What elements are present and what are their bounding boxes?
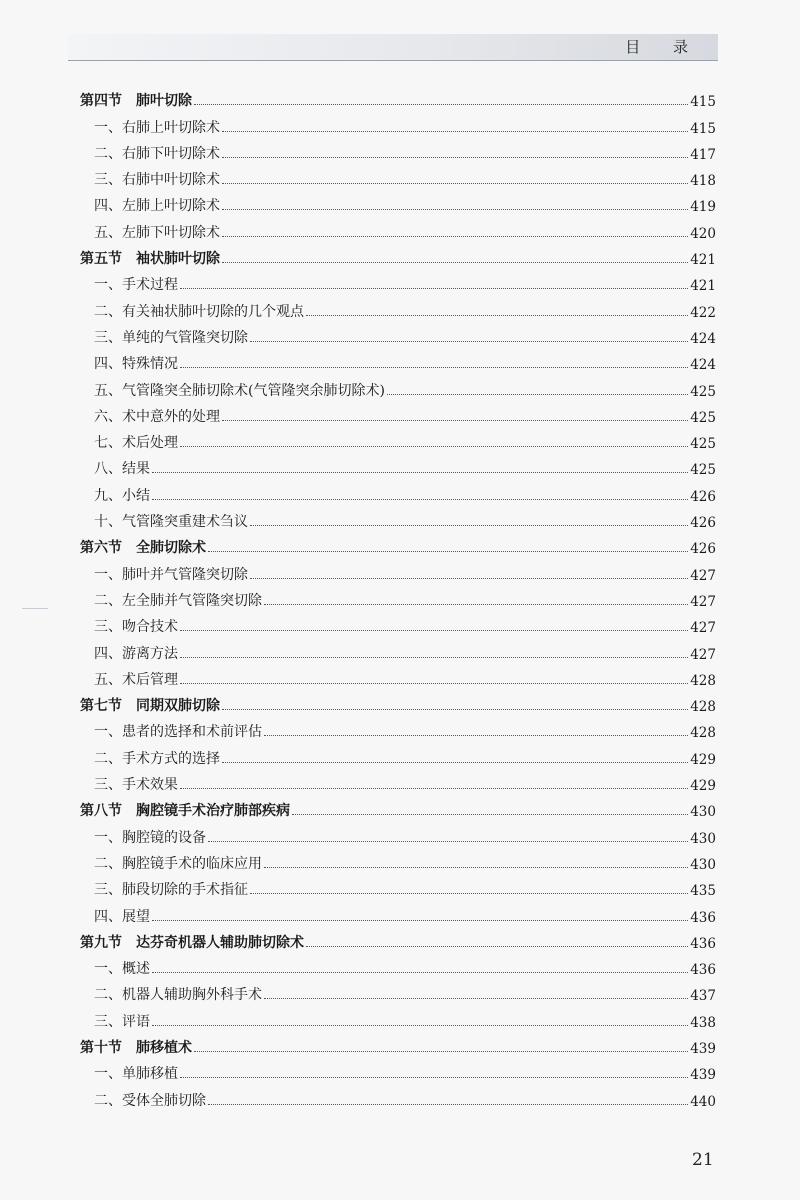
toc-entry-page: 439 bbox=[690, 1040, 716, 1057]
toc-item-row[interactable] bbox=[76, 820, 716, 846]
toc-entry-page: 417 bbox=[690, 146, 716, 163]
toc-entry-page: 421 bbox=[690, 278, 716, 295]
toc-item-row[interactable] bbox=[76, 1004, 716, 1030]
toc-entry-page: 429 bbox=[690, 751, 716, 768]
toc-entry-page: 430 bbox=[690, 804, 716, 821]
toc-entry-page: 436 bbox=[690, 962, 716, 979]
toc-entry-page: 426 bbox=[690, 541, 716, 558]
toc-entry-page: 424 bbox=[690, 330, 716, 347]
margin-mark bbox=[22, 608, 48, 609]
toc-entry-page: 420 bbox=[690, 225, 716, 242]
dot-leader bbox=[222, 157, 688, 158]
toc-item-row[interactable] bbox=[76, 294, 716, 320]
toc-item-row[interactable] bbox=[76, 478, 716, 504]
toc-section-row[interactable] bbox=[76, 242, 716, 268]
dot-leader bbox=[222, 131, 688, 132]
toc-entry-page: 427 bbox=[690, 593, 716, 610]
dot-leader bbox=[194, 1051, 688, 1052]
toc-entry-page: 415 bbox=[690, 94, 716, 111]
dot-leader bbox=[222, 762, 688, 763]
toc-entry-page: 430 bbox=[690, 830, 716, 847]
toc-item-row[interactable] bbox=[76, 321, 716, 347]
dot-leader bbox=[208, 1104, 688, 1105]
toc-entry-page: 430 bbox=[690, 856, 716, 873]
toc-entry-title: 一、肺叶并气管隆突切除 bbox=[94, 566, 248, 583]
toc-entry-page: 426 bbox=[690, 488, 716, 505]
toc-item-row[interactable] bbox=[76, 452, 716, 478]
toc-entry-page: 427 bbox=[690, 646, 716, 663]
dot-leader bbox=[264, 735, 688, 736]
dot-leader bbox=[152, 1025, 688, 1026]
toc-entry-title: 五、术后管理 bbox=[94, 671, 178, 688]
toc-entry-title: 三、肺段切除的手术指征 bbox=[94, 882, 248, 899]
toc-entry-title: 八、结果 bbox=[94, 461, 150, 478]
toc-entry-page: 439 bbox=[690, 1067, 716, 1084]
toc-entry-title: 一、概述 bbox=[94, 961, 150, 978]
dot-leader bbox=[152, 472, 688, 473]
toc-entry-title: 九、小结 bbox=[94, 487, 150, 504]
dot-leader bbox=[222, 420, 688, 421]
toc-item-row[interactable] bbox=[76, 584, 716, 610]
toc-section-row[interactable] bbox=[76, 794, 716, 820]
toc-entry-title: 十、气管隆突重建术刍议 bbox=[94, 514, 248, 531]
toc-item-row[interactable] bbox=[76, 636, 716, 662]
dot-leader bbox=[180, 367, 688, 368]
toc-entry-title: 一、单肺移植 bbox=[94, 1066, 178, 1083]
toc-entry-page: 429 bbox=[690, 778, 716, 795]
toc-item-row[interactable] bbox=[76, 899, 716, 925]
toc-entry-page: 424 bbox=[690, 357, 716, 374]
toc-entry-page: 427 bbox=[690, 567, 716, 584]
page-number: 21 bbox=[692, 1150, 714, 1170]
toc-entry-title: 四、左肺上叶切除术 bbox=[94, 198, 220, 215]
toc-entry-title: 三、右肺中叶切除术 bbox=[94, 172, 220, 189]
toc-entry-page: 425 bbox=[690, 383, 716, 400]
toc-entry-page: 425 bbox=[690, 409, 716, 426]
toc-entry-page: 435 bbox=[690, 883, 716, 900]
toc-item-row[interactable] bbox=[76, 189, 716, 215]
dot-leader bbox=[250, 578, 688, 579]
dot-leader bbox=[250, 341, 688, 342]
toc-section-row[interactable] bbox=[76, 689, 716, 715]
toc-entry-title: 第六节 全肺切除术 bbox=[80, 540, 206, 557]
toc-item-row[interactable] bbox=[76, 873, 716, 899]
toc-entry-title: 一、胸腔镜的设备 bbox=[94, 829, 206, 846]
header-rule bbox=[68, 60, 718, 61]
toc-entry-title: 五、左肺下叶切除术 bbox=[94, 224, 220, 241]
toc-entry-page: 421 bbox=[690, 252, 716, 269]
toc-item-row[interactable] bbox=[76, 1083, 716, 1109]
toc-item-row[interactable] bbox=[76, 952, 716, 978]
dot-leader bbox=[222, 183, 688, 184]
toc-item-row[interactable] bbox=[76, 505, 716, 531]
toc-entry-page: 418 bbox=[690, 173, 716, 190]
toc-entry-title: 三、吻合技术 bbox=[94, 619, 178, 636]
toc-entry-title: 第九节 达芬奇机器人辅助肺切除术 bbox=[80, 934, 304, 951]
toc-item-row[interactable] bbox=[76, 268, 716, 294]
toc-entry-title: 一、手术过程 bbox=[94, 277, 178, 294]
toc-entry-page: 415 bbox=[690, 120, 716, 137]
toc-entry-title: 三、单纯的气管隆突切除 bbox=[94, 329, 248, 346]
dot-leader bbox=[250, 525, 688, 526]
toc-entry-page: 440 bbox=[690, 1093, 716, 1110]
dot-leader bbox=[180, 1077, 688, 1078]
toc-section-row[interactable] bbox=[76, 531, 716, 557]
dot-leader bbox=[264, 604, 688, 605]
dot-leader bbox=[152, 499, 688, 500]
toc-entry-page: 428 bbox=[690, 699, 716, 716]
dot-leader bbox=[222, 709, 688, 710]
toc-entry-title: 二、受体全肺切除 bbox=[94, 1092, 206, 1109]
toc-entry-page: 427 bbox=[690, 620, 716, 637]
toc-entry-title: 二、有关袖状肺叶切除的几个观点 bbox=[94, 303, 304, 320]
dot-leader bbox=[250, 893, 688, 894]
toc-entry-title: 二、左全肺并气管隆突切除 bbox=[94, 592, 262, 609]
toc-entry-page: 436 bbox=[690, 935, 716, 952]
toc-entry-page: 428 bbox=[690, 725, 716, 742]
toc-entry-title: 三、评语 bbox=[94, 1013, 150, 1030]
toc-entry-page: 437 bbox=[690, 988, 716, 1005]
toc-entry-page: 436 bbox=[690, 909, 716, 926]
toc-item-row[interactable] bbox=[76, 557, 716, 583]
toc-item-row[interactable] bbox=[76, 137, 716, 163]
toc-entry-title: 六、术中意外的处理 bbox=[94, 408, 220, 425]
dot-leader bbox=[208, 551, 688, 552]
toc-item-row[interactable] bbox=[76, 110, 716, 136]
dot-leader bbox=[222, 262, 688, 263]
toc-entry-title: 第七节 同期双肺切除 bbox=[80, 698, 220, 715]
toc-item-row[interactable] bbox=[76, 847, 716, 873]
dot-leader bbox=[264, 867, 688, 868]
dot-leader bbox=[264, 998, 688, 999]
dot-leader bbox=[306, 946, 688, 947]
toc-section-row[interactable] bbox=[76, 1031, 716, 1057]
dot-leader bbox=[180, 630, 688, 631]
toc-entry-title: 一、右肺上叶切除术 bbox=[94, 119, 220, 136]
toc-item-row[interactable] bbox=[76, 978, 716, 1004]
toc-entry-title: 第八节 胸腔镜手术治疗肺部疾病 bbox=[80, 803, 290, 820]
toc-entry-page: 425 bbox=[690, 462, 716, 479]
toc-item-row[interactable] bbox=[76, 610, 716, 636]
toc-item-row[interactable] bbox=[76, 163, 716, 189]
toc-item-row[interactable] bbox=[76, 741, 716, 767]
dot-leader bbox=[180, 683, 688, 684]
header-band bbox=[68, 34, 718, 60]
dot-leader bbox=[208, 841, 688, 842]
dot-leader bbox=[292, 814, 688, 815]
toc-item-row[interactable] bbox=[76, 400, 716, 426]
table-of-contents bbox=[76, 84, 716, 1110]
toc-entry-title: 第五节 袖状肺叶切除 bbox=[80, 251, 220, 268]
toc-entry-title: 二、手术方式的选择 bbox=[94, 750, 220, 767]
toc-item-row[interactable] bbox=[76, 1057, 716, 1083]
toc-entry-title: 第四节 肺叶切除 bbox=[80, 93, 192, 110]
toc-entry-page: 425 bbox=[690, 436, 716, 453]
toc-entry-title: 七、术后处理 bbox=[94, 435, 178, 452]
dot-leader bbox=[306, 315, 688, 316]
dot-leader bbox=[387, 394, 688, 395]
dot-leader bbox=[222, 236, 688, 237]
toc-item-row[interactable] bbox=[76, 347, 716, 373]
toc-entry-title: 三、手术效果 bbox=[94, 777, 178, 794]
dot-leader bbox=[180, 788, 688, 789]
dot-leader bbox=[222, 209, 688, 210]
toc-item-row[interactable] bbox=[76, 768, 716, 794]
toc-item-row[interactable] bbox=[76, 663, 716, 689]
toc-item-row[interactable] bbox=[76, 215, 716, 241]
dot-leader bbox=[180, 657, 688, 658]
toc-entry-page: 426 bbox=[690, 515, 716, 532]
toc-entry-title: 一、患者的选择和术前评估 bbox=[94, 724, 262, 741]
toc-item-row[interactable] bbox=[76, 715, 716, 741]
toc-entry-page: 422 bbox=[690, 304, 716, 321]
toc-entry-title: 二、胸腔镜手术的临床应用 bbox=[94, 855, 262, 872]
toc-entry-title: 第十节 肺移植术 bbox=[80, 1039, 192, 1056]
toc-item-row[interactable] bbox=[76, 373, 716, 399]
dot-leader bbox=[152, 972, 688, 973]
toc-entry-title: 四、特殊情况 bbox=[94, 356, 178, 373]
toc-entry-page: 419 bbox=[690, 199, 716, 216]
dot-leader bbox=[180, 446, 688, 447]
dot-leader bbox=[152, 920, 688, 921]
toc-section-row[interactable] bbox=[76, 926, 716, 952]
toc-item-row[interactable] bbox=[76, 426, 716, 452]
toc-entry-page: 438 bbox=[690, 1014, 716, 1031]
toc-entry-page: 428 bbox=[690, 672, 716, 689]
toc-entry-title: 二、机器人辅助胸外科手术 bbox=[94, 987, 262, 1004]
dot-leader bbox=[180, 288, 688, 289]
page-header-title: 目 录 bbox=[625, 38, 702, 56]
toc-entry-title: 五、气管隆突全肺切除术(气管隆突余肺切除术) bbox=[94, 382, 385, 399]
toc-entry-title: 四、展望 bbox=[94, 908, 150, 925]
dot-leader bbox=[194, 104, 688, 105]
toc-section-row[interactable] bbox=[76, 84, 716, 110]
toc-entry-title: 四、游离方法 bbox=[94, 645, 178, 662]
toc-entry-title: 二、右肺下叶切除术 bbox=[94, 145, 220, 162]
